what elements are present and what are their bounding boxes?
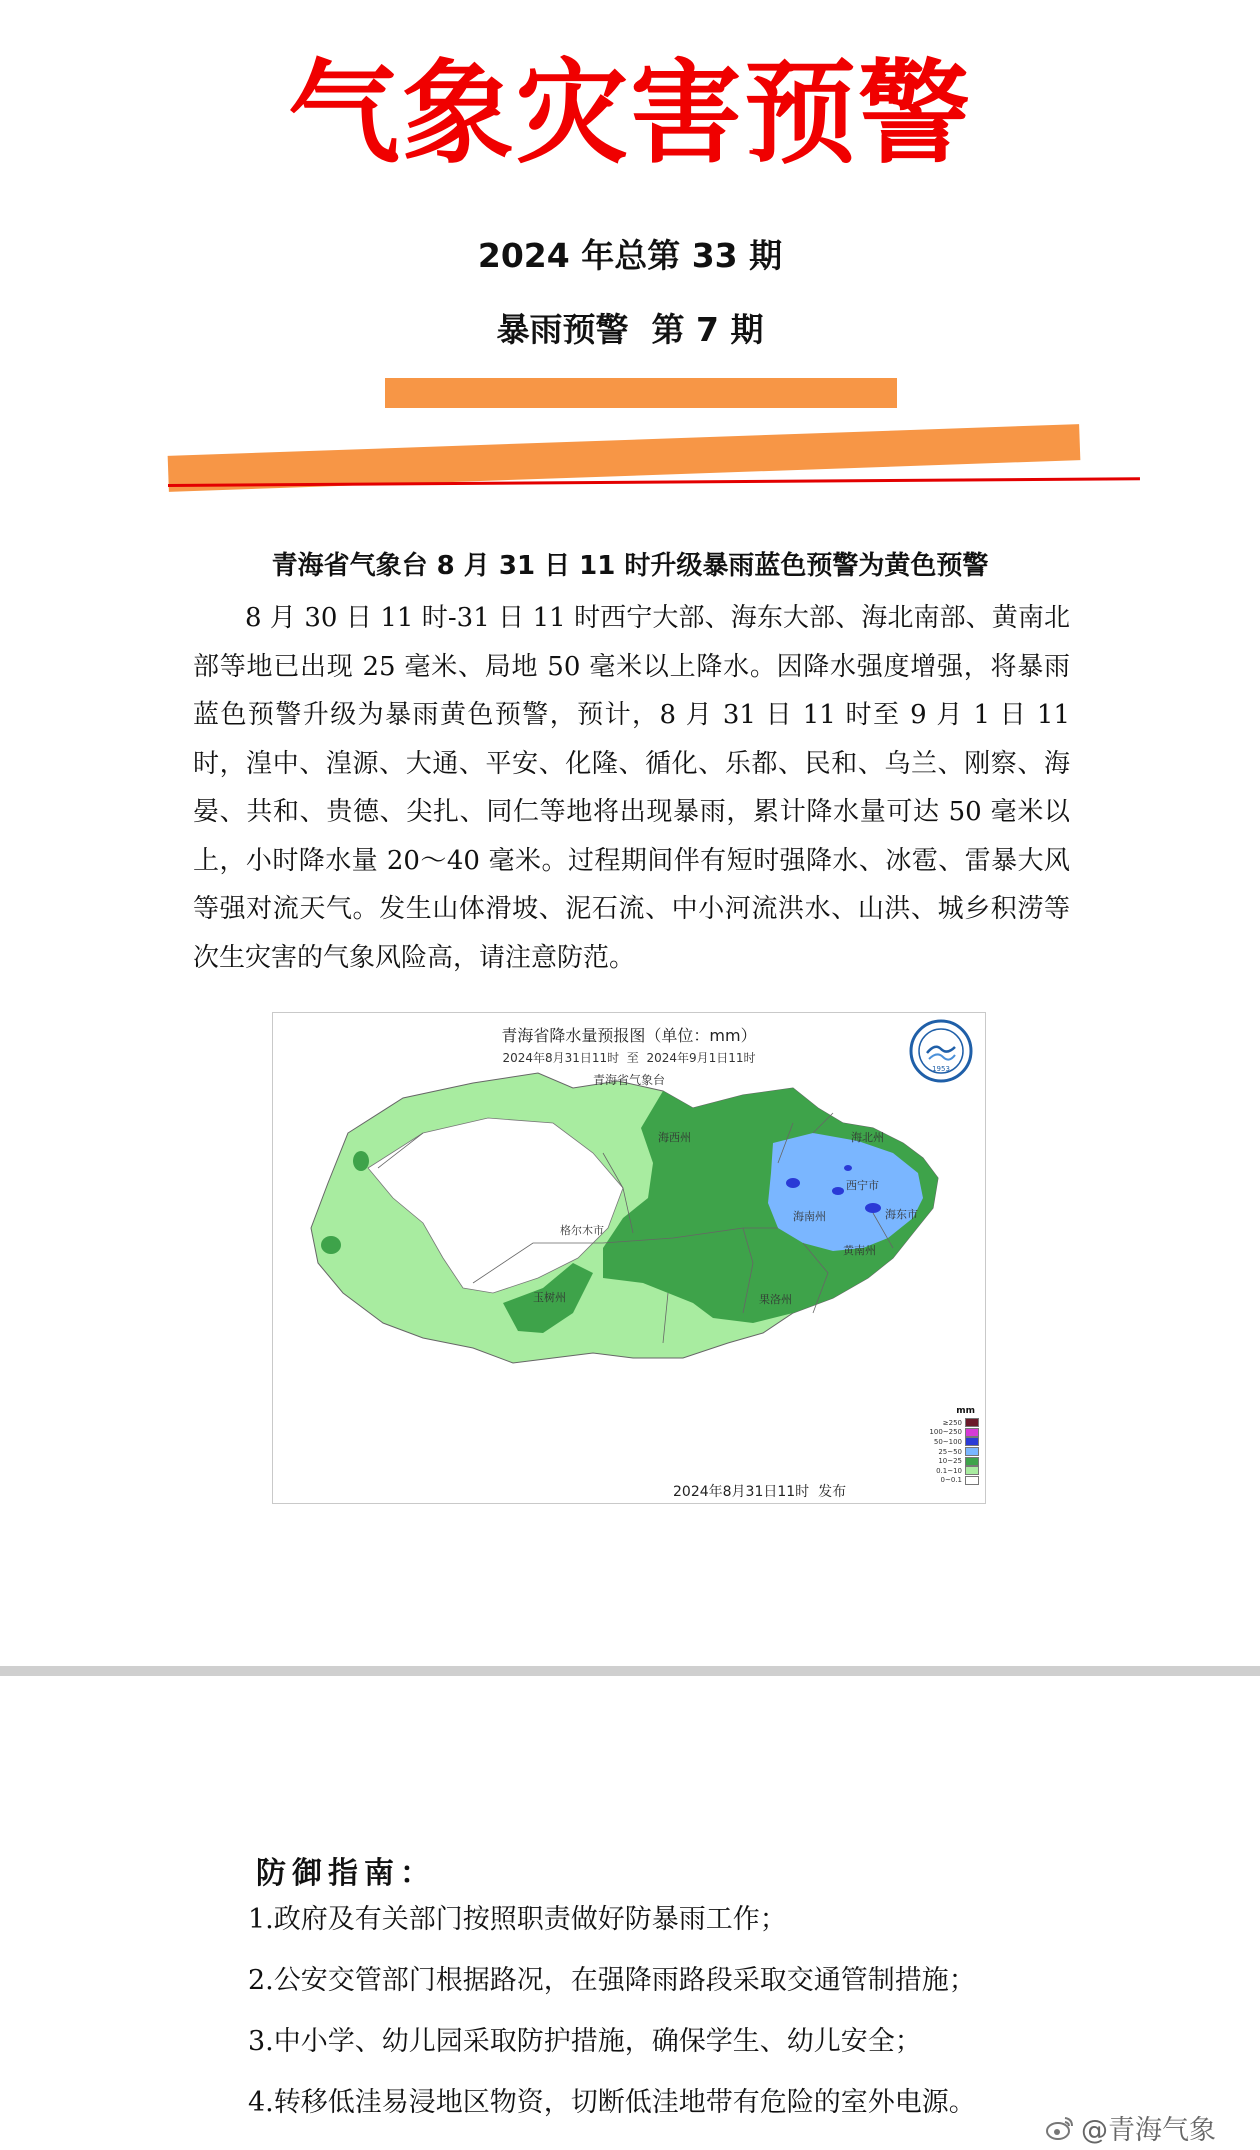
- legend-swatch: [965, 1428, 979, 1437]
- legend-swatch: [965, 1437, 979, 1446]
- precipitation-map: [272, 1012, 986, 1504]
- map-period: 2024年8月31日11时 至 2024年9月1日11时: [502, 1051, 756, 1065]
- map-title: 青海省降水量预报图（单位：mm）: [501, 1026, 757, 1045]
- bulletin-body: 8 月 30 日 11 时-31 日 11 时西宁大部、海东大部、海北南部、黄南北部等地已出现 25 毫米、局地 50 毫米以上降水。因降水强度增强，将暴雨蓝色预警升级为暴雨黄色预警，预计，8 月 31 日 11 时至 9 月 1 日 11 时，湟中、湟源、大通、平安、化隆、循化、乐都、民和、乌兰、刚察、海晏、共和、贵德、尖扎、同仁等地将出现暴雨，累计降水量可达 50 毫米以上，小时降水量 20～40 毫米。过程期间伴有短时强降水、冰雹、雷暴大风等强对流天气。发生山体滑坡、泥石流、中小河流洪水、山洪、城乡积涝等次生灾害的气象风险高，请注意防范。: [193, 603, 1070, 973]
- legend-row: [899, 1418, 979, 1428]
- legend-row: [899, 1466, 979, 1476]
- guide-item: 1.政府及有关部门按照职责做好防暴雨工作；: [248, 1904, 787, 1935]
- legend-label: 50~100: [933, 1437, 962, 1446]
- legend-swatch: [965, 1466, 979, 1475]
- legend-row: [899, 1428, 979, 1438]
- legend-swatch: [965, 1447, 979, 1456]
- rain-50-100-spot: [786, 1178, 800, 1188]
- legend-row: [899, 1456, 979, 1466]
- place-label-haixi: 海西州: [658, 1131, 691, 1144]
- legend-label: 10~25: [938, 1457, 962, 1466]
- guide-item: 3.中小学、幼儿园采取防护措施，确保学生、幼儿安全；: [248, 2026, 922, 2057]
- place-label-huangnan: 黄南州: [843, 1244, 876, 1257]
- legend-label: 0~0.1: [940, 1476, 962, 1485]
- place-label-xining: 西宁市: [846, 1179, 879, 1192]
- legend-row: [899, 1437, 979, 1447]
- weibo-icon: [1045, 2113, 1075, 2143]
- weibo-watermark: [1045, 2108, 1216, 2147]
- legend-label: 25~50: [938, 1447, 962, 1456]
- bulletin-headline: 青海省气象台 8 月 31 日 11 时升级暴雨蓝色预警为黄色预警: [271, 551, 989, 581]
- legend-label: 100~250: [929, 1428, 962, 1437]
- meteorology-logo-icon: [909, 1019, 973, 1083]
- rain-10-25-spot: [321, 1236, 341, 1254]
- place-label-yushu: 玉树州: [533, 1291, 566, 1304]
- place-label-golmud: 格尔木市: [560, 1224, 604, 1237]
- redaction-bar: [385, 378, 897, 408]
- legend-row: [899, 1447, 979, 1457]
- map-legend: [899, 1406, 979, 1485]
- place-label-haibei: 海北州: [851, 1131, 884, 1144]
- place-label-golog: 果洛州: [759, 1293, 792, 1306]
- legend-swatch: [965, 1476, 979, 1485]
- issue-total: 2024 年总第 33 期: [477, 236, 783, 275]
- legend-label: ≥250: [942, 1418, 962, 1427]
- guide-title: 防御指南：: [256, 1856, 436, 1891]
- rain-50-100-spot: [844, 1165, 852, 1171]
- place-label-haidong: 海东市: [885, 1208, 918, 1221]
- place-label-hainan: 海南州: [793, 1210, 826, 1223]
- legend-swatch: [965, 1457, 979, 1466]
- guide-item: 2.公安交管部门根据路况，在强降雨路段采取交通管制措施；: [248, 1965, 976, 1996]
- section-divider: [0, 1666, 1260, 1676]
- legend-unit: mm: [956, 1406, 975, 1416]
- rain-50-100-spot: [865, 1203, 881, 1213]
- map-agency: 青海省气象台: [592, 1073, 665, 1087]
- rain-10-25-spot: [353, 1151, 369, 1171]
- masthead-title: 气象灾害预警: [288, 48, 972, 179]
- legend-label: 0.1~10: [936, 1466, 962, 1475]
- guide-item: 4.转移低洼易浸地区物资，切断低洼地带有危险的室外电源。: [248, 2087, 976, 2118]
- legend-swatch: [965, 1418, 979, 1427]
- legend-row: [899, 1476, 979, 1486]
- map-issued: 2024年8月31日11时 发布: [673, 1484, 847, 1500]
- rain-50-100-spot: [832, 1187, 844, 1195]
- watermark-text: @青海气象: [1081, 2115, 1216, 2146]
- issue-type: 暴雨预警 第 7 期: [496, 310, 764, 349]
- logo-year: 1953: [932, 1065, 950, 1073]
